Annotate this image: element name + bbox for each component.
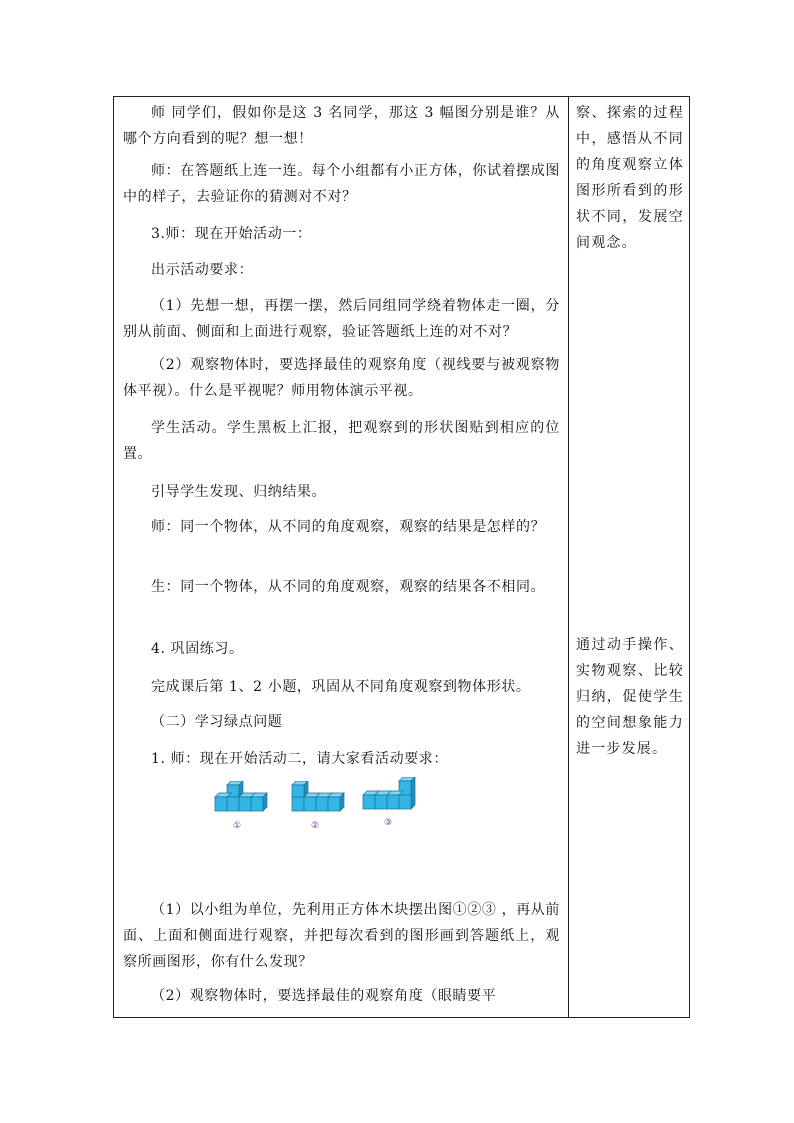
paragraph: （2）观察物体时，要选择最佳的观察角度（眼睛要平 <box>151 988 497 1004</box>
paragraph: （2）观察物体时，要选择最佳的观察角度（视线要与被观察物体平视）。什么是平视呢？师用物体演示平视。 <box>123 357 560 399</box>
figure-label-1: ① <box>233 821 242 831</box>
paragraph: 完成课后第 1、2 小题，巩固从不同角度观察到物体形状。 <box>151 679 531 695</box>
side-note: 察、探索的过程中，感悟从不同的角度观察立体图形所看到的形状不同，发展空间观念。 <box>576 105 684 251</box>
figure-label-2: ② <box>311 821 320 831</box>
paragraph: （1）以小组为单位，先利用正方体木块摆出图①②③ ，再从前面、上面和侧面进行观察，并把每次看到的图形画到答题纸上，观察所画图形，你有什么发现？ <box>123 902 560 970</box>
cube-figure-2 <box>289 781 349 819</box>
paragraph: 3.师：现在开始活动一： <box>151 226 312 242</box>
cube-figure-1 <box>210 781 272 819</box>
paragraph: 学生活动。学生黑板上汇报，把观察到的形状图贴到相应的位置。 <box>123 420 560 462</box>
figure-label-3: ③ <box>384 818 393 828</box>
paragraph: 生：同一个物体，从不同的角度观察，观察的结果各不相同。 <box>151 579 546 595</box>
paragraph: 师：同一个物体，从不同的角度观察，观察的结果是怎样的？ <box>151 519 546 535</box>
paragraph: 4. 巩固练习。 <box>151 641 244 657</box>
teaching-process-column <box>114 97 568 1017</box>
paragraph: 师 同学们，假如你是这 3 名同学，那这 3 幅图分别是谁？从哪个方向看到的呢？想一想！ <box>123 105 560 147</box>
paragraph: 引导学生发现、归纳结果。 <box>151 484 327 500</box>
paragraph: 1. 师：现在开始活动二，请大家看活动要求： <box>151 751 449 767</box>
paragraph: 师：在答题纸上连一连。每个小组都有小正方体，你试着摆成图中的样子，去验证你的猜测对不对？ <box>123 163 560 205</box>
side-note: 通过动手操作、实物观察、比较归纳，促使学生的空间想象能力进一步发展。 <box>576 637 684 757</box>
paragraph: 出示活动要求： <box>151 262 254 278</box>
paragraph: （二）学习绿点问题 <box>151 714 283 730</box>
cube-figure-3 <box>360 777 422 817</box>
lesson-table <box>113 96 690 1018</box>
design-intent-column <box>569 97 689 1017</box>
paragraph: （1）先想一想，再摆一摆，然后同组同学绕着物体走一圈，分别从前面、侧面和上面进行观察，验证答题纸上连的对不对？ <box>123 298 560 340</box>
